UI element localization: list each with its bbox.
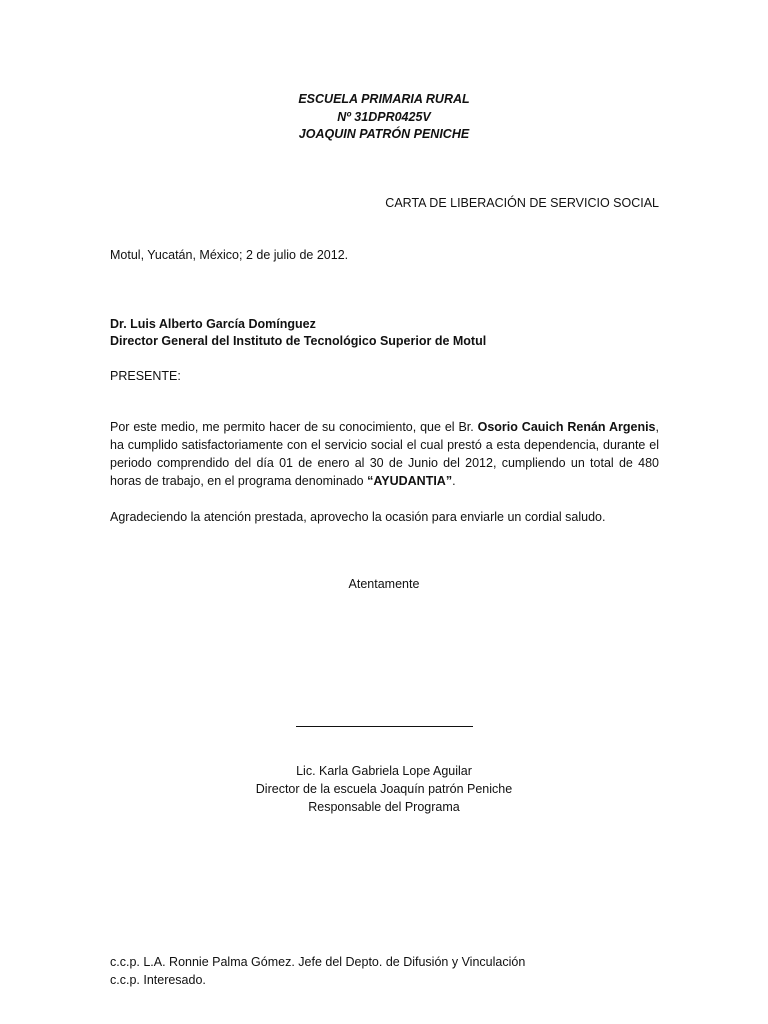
school-name: JOAQUIN PATRÓN PENICHE <box>298 127 470 141</box>
ccp-line-1: c.c.p. L.A. Ronnie Palma Gómez. Jefe del Depto. de Difusión y Vinculación <box>110 955 526 969</box>
signatory-role: Responsable del Programa <box>308 800 460 814</box>
salutation: PRESENTE: <box>110 369 181 383</box>
place-date: Motul, Yucatán, México; 2 de julio de 2012. <box>110 248 349 262</box>
school-type: ESCUELA PRIMARIA RURAL <box>298 92 470 106</box>
program-name: “AYUDANTIA” <box>367 474 453 488</box>
recipient-title: Director General del Instituto de Tecnológico Superior de Motul <box>110 334 487 348</box>
body-text-end: . <box>452 474 456 488</box>
signature-line <box>296 726 473 727</box>
signatory-position: Director de la escuela Joaquín patrón Peniche <box>255 782 513 796</box>
body-paragraph-2: Agradeciendo la atención prestada, aprovecho la ocasión para enviarle un cordial saludo. <box>110 510 606 524</box>
ccp-line-2: c.c.p. Interesado. <box>110 973 206 987</box>
body-text-details: , ha cumplido satisfactoriamente con el servicio social el cual prestó a esta dependencia, durante el periodo comprendido del día 01 de enero al 30 de Junio del 2012, cumpliendo un total de 480 horas de trabajo, en el programa denominado <box>110 420 659 488</box>
recipient-name: Dr. Luis Alberto García Domínguez <box>110 317 316 331</box>
body-text-intro: Por este medio, me permito hacer de su conocimiento, que el Br. <box>110 420 478 434</box>
student-name: Osorio Cauich Renán Argenis <box>477 420 656 434</box>
closing: Atentamente <box>348 577 420 591</box>
body-paragraph-1 <box>110 418 659 490</box>
letter-subject: CARTA DE LIBERACIÓN DE SERVICIO SOCIAL <box>385 196 659 210</box>
signatory-name: Lic. Karla Gabriela Lope Aguilar <box>296 764 472 778</box>
school-code: Nº 31DPR0425V <box>337 110 431 124</box>
